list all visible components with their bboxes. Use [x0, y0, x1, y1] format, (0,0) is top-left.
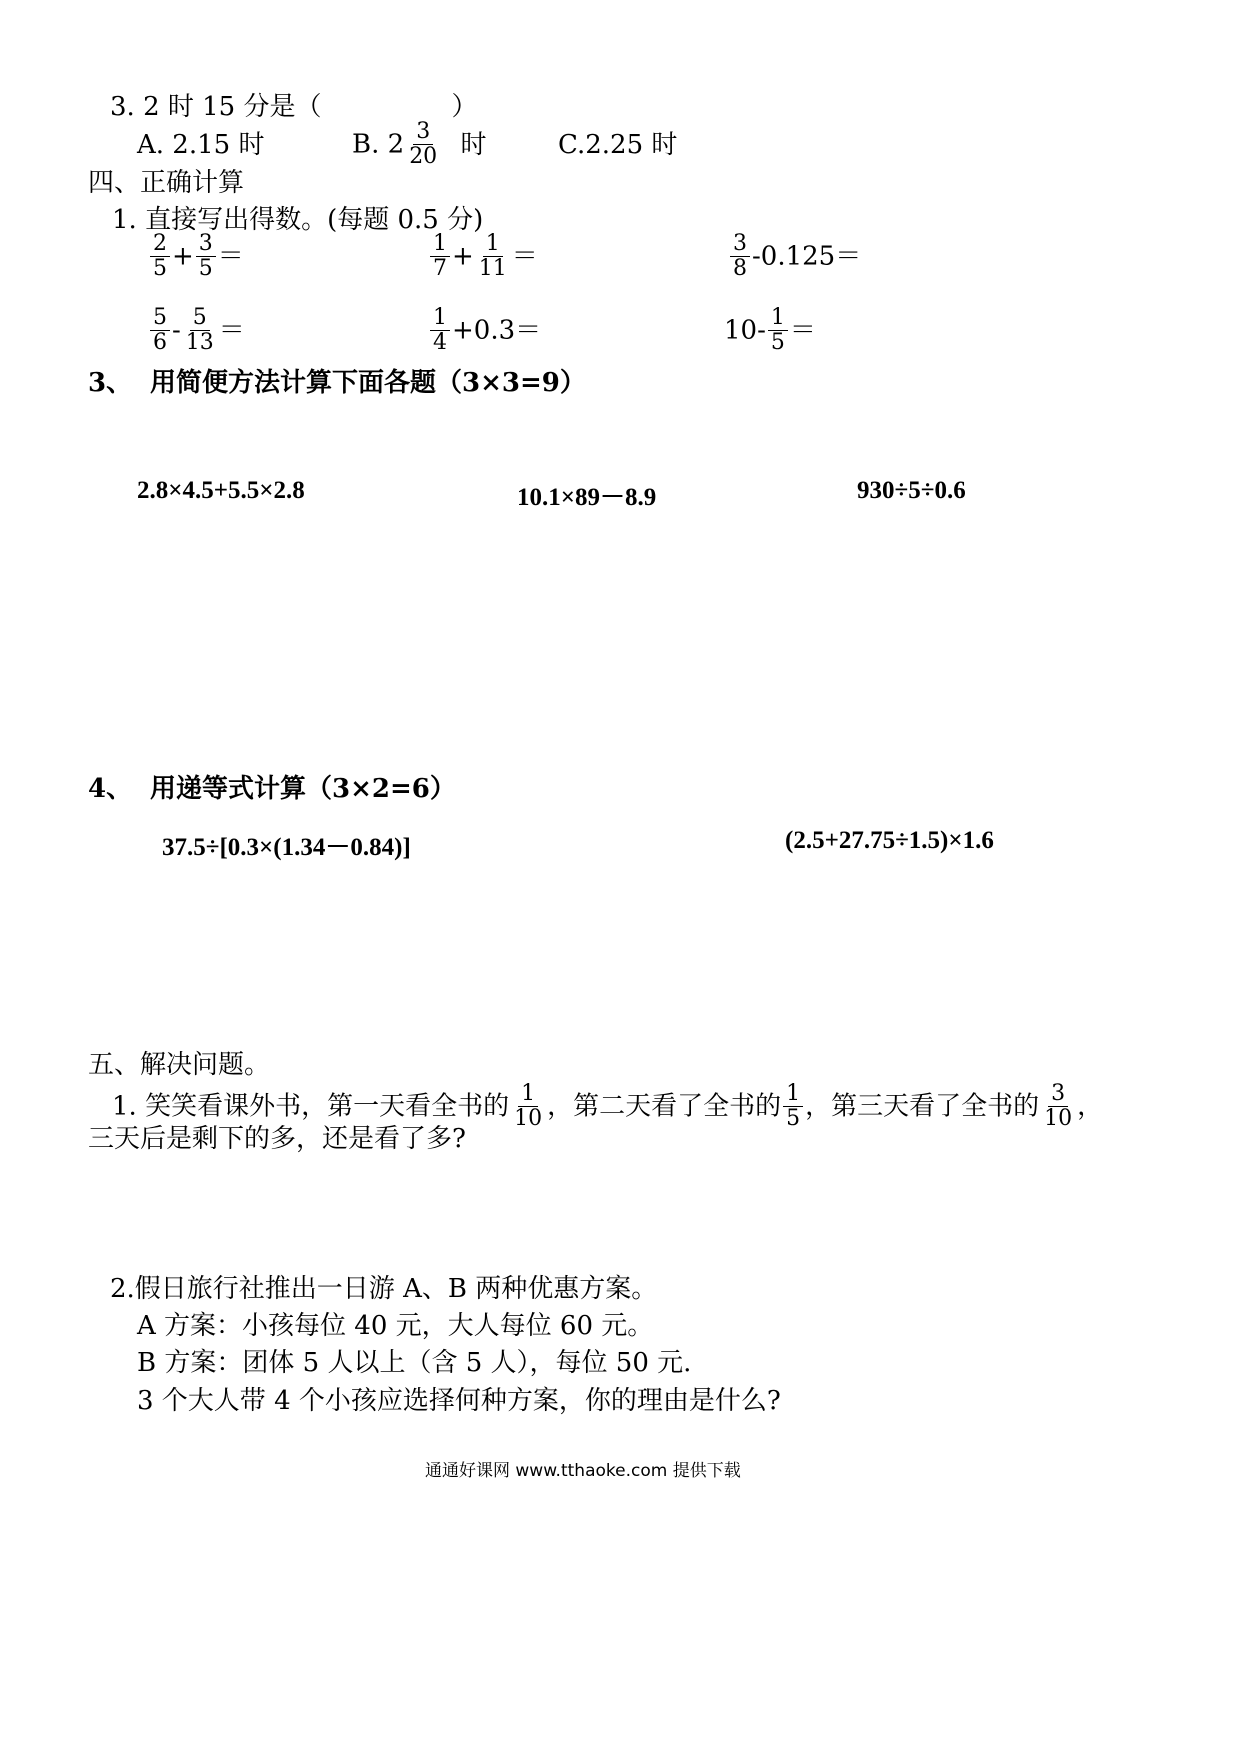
- simplify-expression: 930÷5÷0.6: [857, 477, 966, 504]
- expression-head: 10-: [724, 315, 766, 346]
- subsection-3-number: 3、: [88, 368, 133, 398]
- problem-2-line-1: 2.假日旅行社推出一日游 A、B 两种优惠方案。: [110, 1274, 658, 1304]
- subsection-4-number: 4、: [88, 774, 133, 804]
- section-4-title: 四、正确计算: [88, 168, 245, 198]
- problem-text: ，: [1077, 1091, 1104, 1122]
- option-b-suffix: 时: [460, 129, 487, 160]
- expression-tail: -0.125＝: [752, 241, 862, 272]
- fraction-denominator: 11: [478, 256, 507, 281]
- equals: ＝: [511, 241, 538, 272]
- fraction-denominator: 4: [433, 330, 447, 355]
- option-a: A. 2.15 时: [137, 130, 265, 160]
- fraction-denominator: 5: [786, 1106, 801, 1131]
- problem-1-line-2: 三天后是剩下的多，还是看了多?: [88, 1124, 466, 1154]
- subsection-1-title: 1. 直接写出得数。(每题 0.5 分): [112, 205, 484, 235]
- fraction-numerator: 3: [1048, 1082, 1068, 1107]
- fraction-denominator: 6: [153, 330, 167, 355]
- problem-2-line-2: A 方案：小孩每位 40 元，大人每位 60 元。: [137, 1311, 654, 1341]
- fraction-numerator: 1: [768, 306, 788, 331]
- operator: +: [172, 241, 194, 272]
- simplify-expression: 2.8×4.5+5.5×2.8: [137, 477, 305, 504]
- fraction-numerator: 5: [150, 306, 170, 331]
- fraction-numerator: 5: [190, 306, 210, 331]
- fraction-numerator: 1: [483, 232, 503, 257]
- option-b-prefix: B. 2: [352, 129, 405, 160]
- fraction-denominator: 10: [1044, 1106, 1073, 1131]
- stepwise-expression: (2.5+27.75÷1.5)×1.6: [785, 827, 994, 854]
- calc-item: [148, 306, 245, 355]
- fraction-denominator: 7: [433, 256, 447, 281]
- fraction-numerator: 1: [430, 306, 450, 331]
- option-b: [352, 120, 486, 169]
- fraction-denominator: 20: [409, 144, 438, 169]
- footer-source: 通通好课网 www.tthaoke.com 提供下载: [425, 1461, 741, 1481]
- subsection-4-title: 用递等式计算（3×2=6）: [150, 774, 456, 804]
- fraction-denominator: 5: [770, 330, 785, 355]
- fraction-numerator: 1: [783, 1082, 803, 1107]
- equals: ＝: [218, 315, 245, 346]
- equals: ＝: [789, 315, 816, 346]
- option-b-fraction: [406, 120, 440, 169]
- operator: +: [452, 241, 474, 272]
- calc-item: [148, 232, 244, 281]
- subsection-3-title: 用简便方法计算下面各题（3×3=9）: [150, 368, 586, 398]
- fraction-numerator: 1: [430, 232, 450, 257]
- simplify-expression: 10.1×89－8.9: [517, 484, 657, 511]
- calc-item: [428, 232, 538, 281]
- fraction-numerator: 1: [518, 1082, 538, 1107]
- fraction-denominator: 5: [198, 256, 213, 281]
- fraction-denominator: 13: [185, 330, 214, 355]
- problem-text: ，第三天看了全书的: [805, 1091, 1040, 1122]
- calc-item: [428, 306, 541, 355]
- fraction-numerator: 3: [413, 120, 433, 145]
- question-3-stem: 3. 2 时 15 分是（ ）: [110, 92, 478, 122]
- problem-2-line-3: B 方案：团体 5 人以上（含 5 人），每位 50 元.: [137, 1348, 692, 1378]
- expression-tail: +0.3＝: [452, 315, 542, 346]
- option-c: C.2.25 时: [558, 130, 678, 160]
- problem-text: 1. 笑笑看课外书，第一天看全书的: [112, 1091, 510, 1122]
- problem-2-line-4: 3 个大人带 4 个小孩应选择何种方案，你的理由是什么?: [137, 1386, 781, 1416]
- fraction-numerator: 2: [150, 232, 170, 257]
- fraction-numerator: 3: [730, 232, 750, 257]
- calc-item: [728, 232, 861, 281]
- fraction-numerator: 3: [196, 232, 216, 257]
- fraction-denominator: 8: [733, 256, 747, 281]
- equals: ＝: [217, 241, 244, 272]
- section-5-title: 五、解决问题。: [88, 1050, 271, 1080]
- fraction-denominator: 5: [153, 256, 167, 281]
- operator: -: [172, 315, 181, 346]
- calc-item: [724, 306, 816, 355]
- problem-text: ，第二天看了全书的: [547, 1091, 782, 1122]
- stepwise-expression: 37.5÷[0.3×(1.34－0.84)]: [162, 834, 411, 861]
- fraction-denominator: 10: [514, 1106, 543, 1131]
